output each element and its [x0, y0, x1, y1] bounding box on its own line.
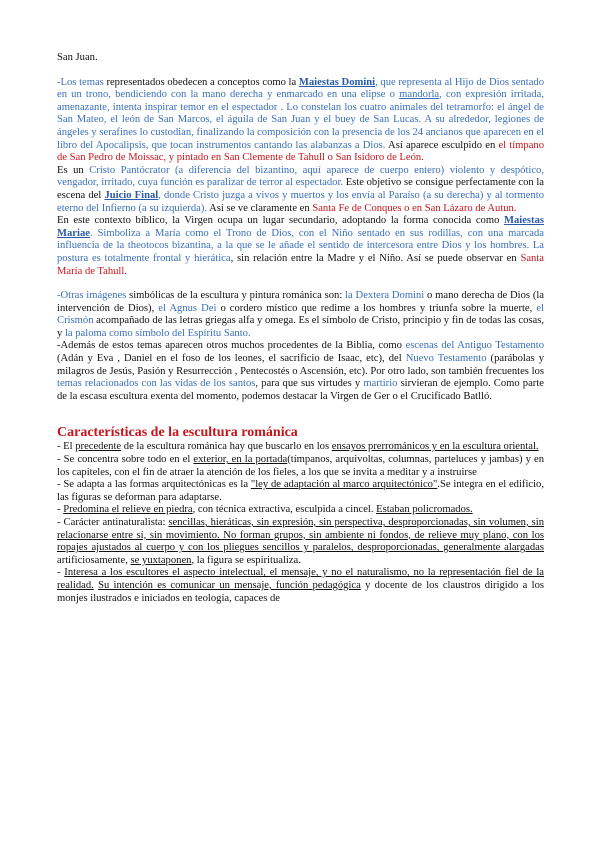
p5-s2: escenas del Antiguo Testamento	[405, 340, 544, 352]
b1-s1: - El	[57, 441, 76, 453]
p2-s2: Cristo Pantócrator (a diferencia del bizantino, aquí aparece de cuerpo entero) violento y despótico, vengador, irritado, cuya función es paralizar de terror al espectador.	[57, 164, 544, 189]
link-maiestas-domini[interactable]: Maiestas Domini	[298, 76, 376, 88]
paragraph-otras-imagenes	[57, 290, 544, 340]
b2-s3: (tímpanos, arquivoltas, columnas, parteluces y jambas) y en los capiteles, con el fin de atraer la atención de los fieles, a los que se invita a meditar y a instruirse	[57, 454, 544, 478]
b6-s1: -	[57, 567, 65, 579]
p1-s7: Así aparece esculpido en	[385, 139, 499, 151]
p5-s8: martirio	[363, 378, 398, 390]
p5-s3: (Adán y Eva , Daniel en el foso de los leones, el sacrificio de Isaac, etc), del	[57, 353, 406, 365]
paragraph-biblia	[57, 340, 544, 403]
top-line-text: San Juan.	[57, 52, 98, 63]
p4-s5: el Agnus Dei	[158, 302, 217, 314]
p5-s5: (parábolas y milagros de Jesús, Pasión y Resurrección , Pentecostés o Ascensión, etc). Por otro lado, son también frecuentes los	[57, 353, 544, 377]
bullet-precedente	[57, 441, 544, 454]
b3-s3: .Se integra en el edificio, las figuras se deforman para adaptarse.	[57, 479, 544, 503]
b2-s2: exterior, en la portada	[193, 454, 288, 466]
p2-s3: Este objetivo se consigue perfectamente con la escena del	[57, 177, 544, 201]
b1-s4: ensayos prerrománicos y en la escultura oriental.	[331, 441, 539, 453]
link-juicio-final[interactable]: Juicio Final	[104, 189, 159, 201]
b5-s4: se yuxtaponen	[130, 554, 192, 566]
b6-s4: Su intención es comunicar un mensaje, función pedagógica	[98, 579, 361, 591]
b5-s5: , la figura se espiritualiza.	[191, 554, 301, 566]
bullet-relieve	[57, 504, 544, 517]
p4-s6: o cordero místico que redime a los hombres y triunfa sobre la muerte,	[216, 302, 537, 314]
link-mandorla[interactable]: mandorla	[399, 89, 440, 101]
paragraph-pantocrator	[57, 165, 544, 215]
bullet-intelectual	[57, 567, 544, 605]
bullet-adaptacion	[57, 479, 544, 504]
top-line	[57, 52, 544, 65]
p4-s1: -Otras imágenes	[57, 290, 127, 302]
p3-s3: . Simboliza a María como el Trono de Dios, con el Niño sentado en sus rodillas, con una marcada influencia de la theotocos bizantina, a la que se le añade el sentido de intercesora entre Dios y los hombres. La postura es totalmente frontal y hierática	[57, 227, 544, 264]
b3-s2: "ley de adaptación al marco arquitectónico"	[250, 479, 438, 491]
b4-s4: Estaban policromados.	[376, 504, 473, 516]
b1-s2: precedente	[75, 441, 122, 453]
b1-s3: de la escultura románica hay que buscarlo en los	[121, 441, 332, 453]
p2-s5: , donde Cristo juzga a vivos y muertos y los envía al Paraíso (a su derecha) y al tormento eterno del Infierno (a su izquierda).	[57, 189, 544, 214]
p1-s8: el tímpano de San Pedro de Moissac, y pintado en San Clemente de Tahull o San Isidoro de León.	[57, 139, 545, 164]
p2-s7: Santa Fe de Conques o en San Lázaro de Autun.	[312, 202, 517, 214]
p3-s4: , sin relación entre la Madre y el Niño. Así se puede observar en	[230, 252, 521, 264]
paragraph-maiestas-mariae	[57, 215, 544, 278]
p2-s6: Así se ve claramente en	[207, 202, 313, 214]
p1-s2: representados obedecen a conceptos como la	[103, 76, 299, 88]
b6-s5: y docente de los claustros dirigido a los monjes ilustrados e iniciados en teología, capaces de	[57, 579, 544, 604]
p5-s1: -Además de estos temas aparecen otros muchos procedentes de la Biblia, como	[57, 340, 406, 352]
p4-s7: el Crismón	[57, 302, 544, 327]
b6-s2: Interesa a los escultores el aspecto intelectual, el mensaje, y no el naturalismo, no la representación fiel de la realidad.	[57, 567, 544, 591]
p4-s4: o mano derecha de Dios (la intervención de Dios),	[57, 290, 545, 314]
p4-s3: la Dextera Domini	[345, 290, 425, 302]
p3-s5: Santa María de Tahull.	[57, 252, 544, 277]
p5-s9: sirvieran de ejemplo. Como parte de la escasa escultura exenta del momento, podemos destacar la Virgen de Ger o el Crucificado Batlló.	[57, 378, 544, 402]
p2-s1: Es un	[57, 164, 90, 176]
section-heading: Características de la escultura románica	[57, 425, 298, 441]
b2-s1: - Se concentra sobre todo en el	[57, 454, 194, 466]
b5-s1: - Carácter antinaturalista:	[57, 517, 169, 528]
p1-s4: , que representa al Hijo de Dios sentado en un trono, bendiciendo con la mano derecha y enmarcado en una elipse o	[57, 76, 545, 101]
p5-s4: Nuevo Testamento	[405, 353, 487, 365]
p3-s1: En este contexto bíblico, la Virgen ocupa un lugar secundario, adoptando la forma conocida como	[57, 215, 504, 227]
p5-s6: temas relacionados con las vidas de los santos	[57, 378, 256, 390]
document-page	[57, 52, 544, 605]
bullet-antinaturalista	[57, 517, 544, 567]
p4-s2: simbólicas de la escultura y pintura románica son:	[126, 290, 346, 302]
link-maiestas-mariae[interactable]: Maiestas Mariae	[57, 215, 544, 239]
bullet-exterior	[57, 454, 544, 479]
b4-s2: Predomina el relieve en piedra	[63, 504, 193, 516]
p4-s8: acompañado de las letras griegas alfa y omega. Es el símbolo de Cristo, principio y fin de todas las cosas, y	[57, 315, 544, 339]
p1-s6: , con expresión irritada, amenazante, intenta inspirar temor en el espectador . Lo constelan los cuatro animales del tetramorfo: el ángel de San Mateo, el león de San Marcos, el águila de San Juan y el buey de San Lucas. A su alrededor, legiones de ángeles y serafines lo custodian, finalizando la composición con la presencia de los 24 ancianos que aparecen en el libro del Apocalipsis, que tocan instrumentos cantando las alabanzas a Dios.	[57, 89, 544, 151]
p4-s9: la paloma como símbolo del Espíritu Santo.	[64, 327, 251, 339]
b5-s2: sencillas, hieráticas, sin expresión, sin perspectiva, desproporcionadas, sin volumen, sin relacionarse entre sí, sin movimiento. No forman grupos, sin ambiente ni fondos, de relieve muy plano, con los ropajes ajustados al cuerpo y con los pliegues sencillos y paralelos, desproporcionadas, generalmente alargadas	[57, 517, 544, 554]
b4-s3: , con técnica extractiva, esculpida a cincel.	[192, 504, 377, 516]
b3-s1: - Se adapta a las formas arquitectónicas es la	[57, 479, 251, 491]
b4-s1: -	[57, 504, 64, 516]
paragraph-maiestas-domini	[57, 77, 544, 165]
p5-s7: , para que sus virtudes y	[255, 378, 364, 390]
p1-s1: -Los temas	[57, 76, 104, 88]
b5-s3: artificiosamente,	[57, 554, 131, 566]
